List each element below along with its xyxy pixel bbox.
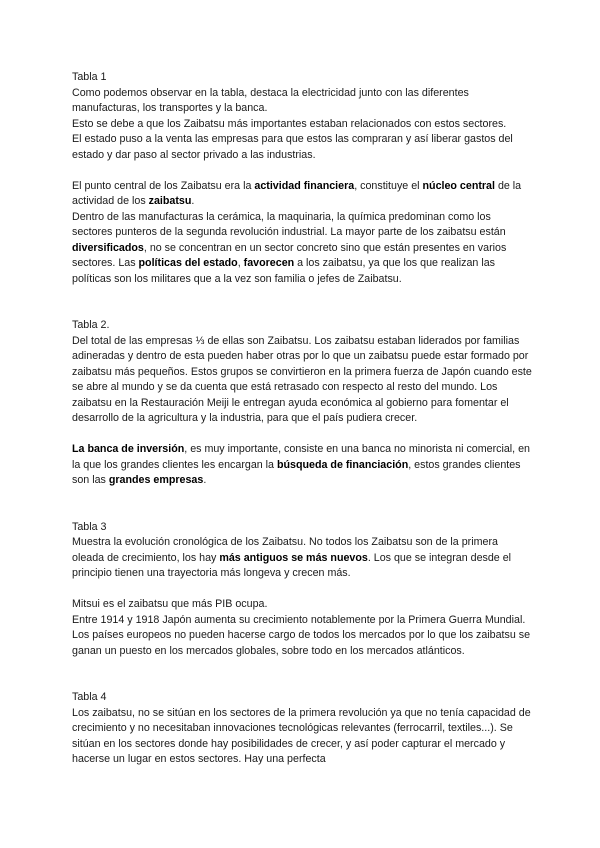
bold-phrase: búsqueda de financiación <box>276 458 409 471</box>
paragraph: El estado puso a la venta las empresas para que estos las compraran y así liberar gastos del estado y dar paso al sector privado a las industrias. <box>72 133 513 161</box>
paragraph: Esto se debe a que los Zaibatsu más importantes estaban relacionados con estos sectores. <box>72 117 507 130</box>
paragraph: El punto central de los Zaibatsu era la actividad financiera, constituye el núcleo central de la actividad de los zaibatsu. <box>72 179 522 207</box>
paragraph: Muestra la evolución cronológica de los Zaibatsu. No todos los Zaibatsu son de la primera oleada de crecimiento, los hay más antiguos se más nuevos. Los que se integran desde el principio tienen una trayectoria más longeva y crecen más. <box>72 536 512 579</box>
bold-phrase: diversificados <box>72 241 144 254</box>
bold-phrase: políticas del estado <box>138 257 238 269</box>
paragraph: Mitsui es el zaibatsu que más PIB ocupa. <box>72 598 268 610</box>
paragraph: La banca de inversión, es muy importante, consiste en una banca no minorista ni comercial, en la que los grandes clientes les encargan la búsqueda de financiación, estos grandes clientes son las grandes empresas. <box>72 443 531 486</box>
bold-phrase: La banca de inversión <box>72 443 185 455</box>
bold-phrase: zaibatsu <box>148 195 192 207</box>
section-heading-tabla-1: Tabla 1 <box>72 71 107 83</box>
document-page <box>72 70 532 768</box>
paragraph: Como podemos observar en la tabla, destaca la electricidad junto con las diferentes manufacturas, los transportes y la banca. <box>72 86 469 114</box>
bold-phrase: favorecen <box>243 257 295 269</box>
section-heading-tabla-2: Tabla 2. <box>72 319 110 331</box>
paragraph: Entre 1914 y 1918 Japón aumenta su crecimiento notablemente por la Primera Guerra Mundial. Los países europeos no pueden hacerse cargo de todos los mercados por lo que los zaibatsu se ganan un puesto en los mercados globales, sobre todo en los mercados atlánticos. <box>72 613 531 657</box>
section-heading-tabla-4: Tabla 4 <box>72 691 107 703</box>
paragraph: Los zaibatsu, no se sitúan en los sectores de la primera revolución ya que no tenía capacidad de crecimiento y no necesitaban innovaciones tecnológicas relevantes (ferrocarril, textiles...). Se sitúan en los sectores donde hay posibilidades de crecer, y así poder capturar el mercado y hacerse un lugar en estos sectores. Hay una perfecta <box>72 706 531 765</box>
bold-phrase: actividad financiera <box>254 179 355 192</box>
paragraph: Del total de las empresas ⅓ de ellas son Zaibatsu. Los zaibatsu estaban liderados por familias adineradas y dentro de esta pueden haber otras por lo que un zaibatsu puede estar formado por zaibatsu más pequeños. Estos grupos se convirtieron en la primera fuerza de Japón cuando este se abre al mundo y se da cuenta que está retrasado con respecto al resto del mundo. Los zaibatsu en la Restauración Meiji le entregan ayuda económica al gobierno para fomentar el desarrollo de la agricultura y la industria, para que el país pudiera crecer. <box>72 334 532 424</box>
bold-phrase: más antiguos se más nuevos <box>219 551 368 564</box>
paragraph: Dentro de las manufacturas la cerámica, la maquinaria, la química predominan como los sectores punteros de la segunda revolución industrial. La mayor parte de los zaibatsu están diversificados, no se concentran en un sector concreto sino que están presentes en varios sectores. Las políticas del estado, favorecen a los zaibatsu, ya que los que realizan las políticas son los militares que a la vez son familia o jefes de Zaibatsu. <box>72 210 507 285</box>
section-heading-tabla-3: Tabla 3 <box>72 520 107 533</box>
bold-phrase: núcleo central <box>422 179 495 192</box>
bold-phrase: grandes empresas <box>108 474 204 486</box>
